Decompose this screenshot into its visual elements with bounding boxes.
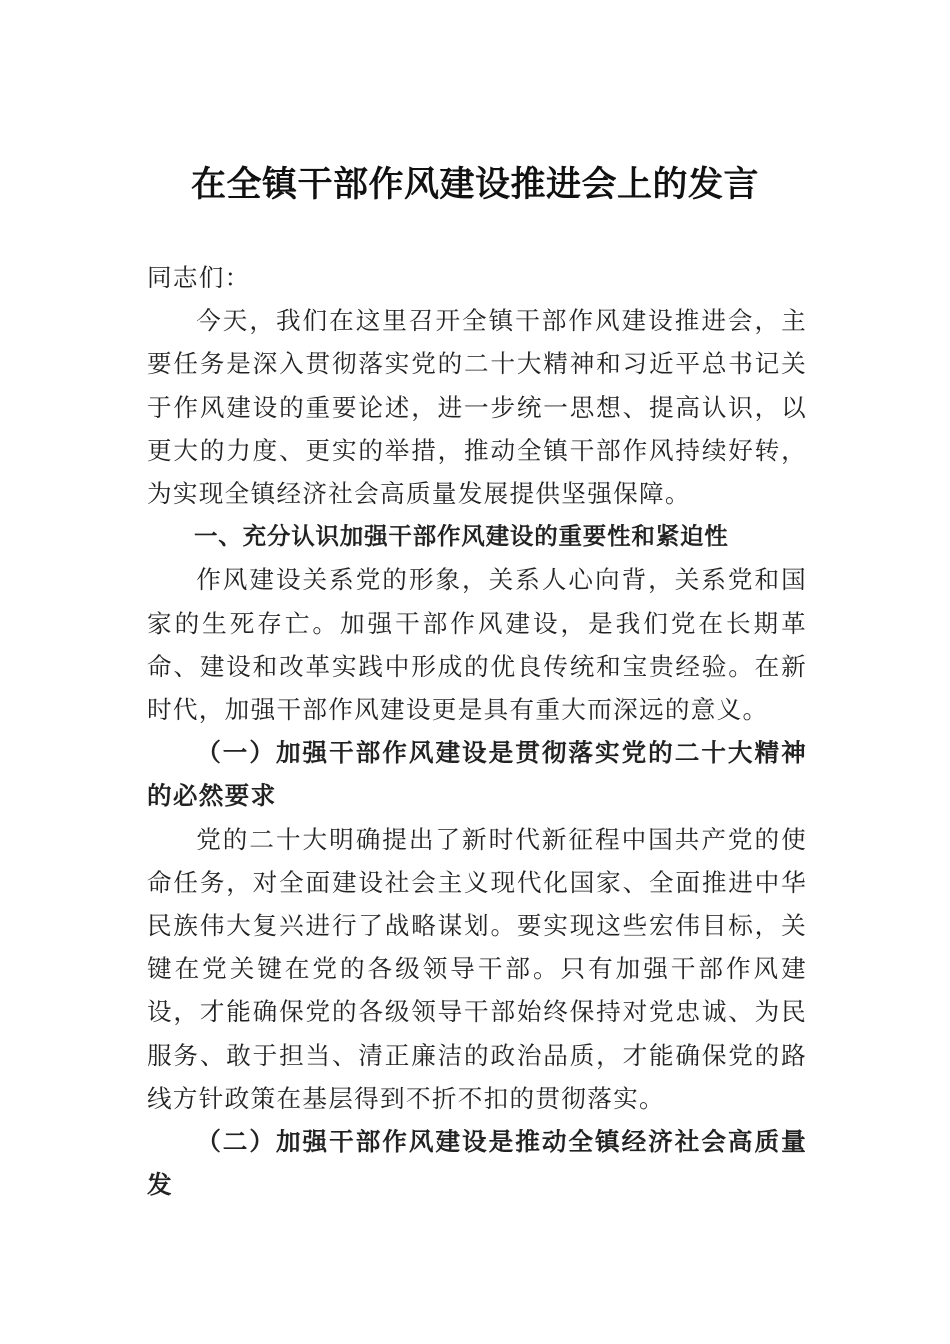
section-1-paragraph: 作风建设关系党的形象，关系人心向背，关系党和国家的生死存亡。加强干部作风建设，是我们党在长期革命、建设和改革实践中形成的优良传统和宝贵经验。在新时代，加强干部作风建设更是具有重大而深远的意义。 bbox=[147, 565, 807, 725]
subsection-heading-1: （一）加强干部作风建设是贯彻落实党的二十大精神的必然要求 bbox=[147, 738, 807, 811]
subsection-heading-2: （二）加强干部作风建设是推动全镇经济社会高质量发 bbox=[147, 1127, 807, 1200]
subsection-1-paragraph: 党的二十大明确提出了新时代新征程中国共产党的使命任务，对全面建设社会主义现代化国家、全面推进中华民族伟大复兴进行了战略谋划。要实现这些宏伟目标，关键在党关键在党的各级领导干部。只有加强干部作风建设，才能确保党的各级领导干部始终保持对党忠诚、为民服务、敢于担当、清正廉洁的政治品质，才能确保党的路线方针政策在基层得到不折不扣的贯彻落实。 bbox=[147, 824, 807, 1113]
section-heading-1: 一、充分认识加强干部作风建设的重要性和紧迫性 bbox=[194, 522, 729, 551]
salutation: 同志们： bbox=[147, 263, 251, 292]
document-title: 在全镇干部作风建设推进会上的发言 bbox=[190, 164, 759, 205]
document-body bbox=[147, 256, 807, 1206]
intro-paragraph: 今天，我们在这里召开全镇干部作风建设推进会，主要任务是深入贯彻落实党的二十大精神和习近平总书记关于作风建设的重要论述，进一步统一思想、提高认识，以更大的力度、更实的举措，推动全镇干部作风持续好转，为实现全镇经济社会高质量发展提供坚强保障。 bbox=[147, 306, 807, 509]
